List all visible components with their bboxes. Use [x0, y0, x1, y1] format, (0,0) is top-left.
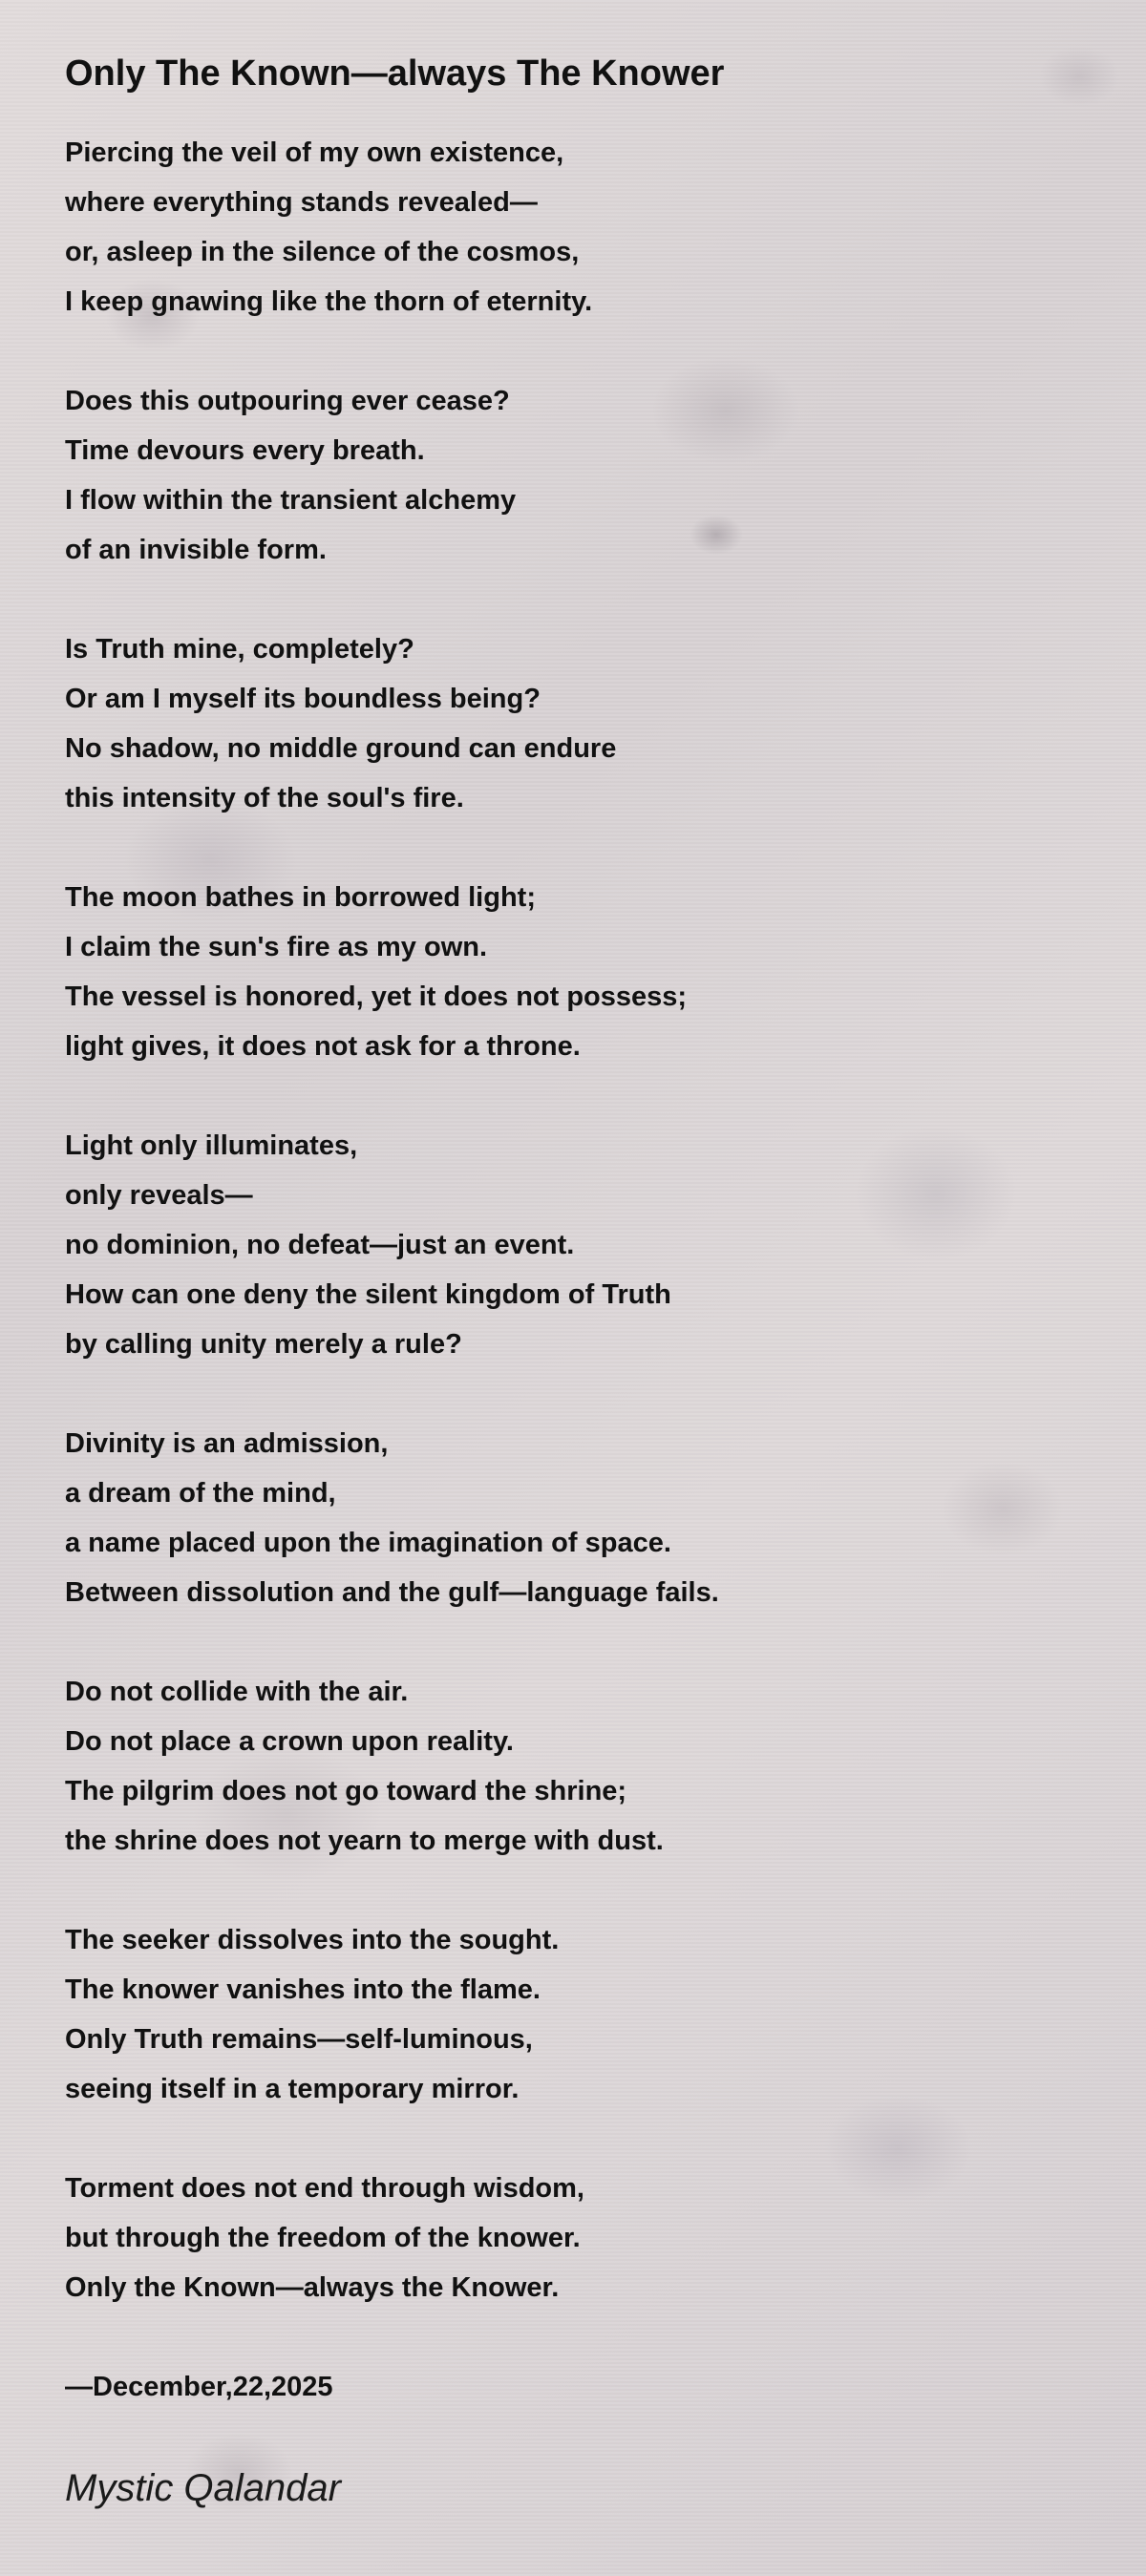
poem-line: only reveals— — [65, 1180, 253, 1211]
poem-line: The moon bathes in borrowed light; — [65, 882, 536, 913]
stanza — [65, 1667, 1096, 1866]
poem-line: or, asleep in the silence of the cosmos, — [65, 237, 580, 267]
poem-line: a dream of the mind, — [65, 1478, 336, 1509]
poem-line: I flow within the transient alchemy — [65, 485, 517, 516]
poem-line: Does this outpouring ever cease? — [65, 386, 510, 416]
poem-line: The seeker dissolves into the sought. — [65, 1925, 560, 1955]
poem-title: Only The Known—always The Knower — [65, 53, 725, 94]
poem-line: a name placed upon the imagination of space. — [65, 1528, 671, 1558]
poem-line: How can one deny the silent kingdom of Truth — [65, 1279, 671, 1310]
stanza — [65, 1915, 1096, 2114]
poem-line: of an invisible form. — [65, 535, 327, 565]
poem-line: by calling unity merely a rule? — [65, 1329, 462, 1360]
poem-line: Is Truth mine, completely? — [65, 634, 414, 665]
poem-stanzas — [65, 128, 1096, 2312]
poem-line: Only Truth remains—self-luminous, — [65, 2024, 533, 2055]
poem-line: but through the freedom of the knower. — [65, 2223, 581, 2253]
poem-line: The pilgrim does not go toward the shrine; — [65, 1776, 627, 1806]
poem-line: Do not place a crown upon reality. — [65, 1726, 514, 1757]
stanza — [65, 624, 1096, 823]
poem-line: this intensity of the soul's fire. — [65, 783, 464, 813]
poem — [65, 50, 1096, 2515]
poem-line: Only the Known—always the Knower. — [65, 2272, 560, 2303]
poem-line: The vessel is honored, yet it does not possess; — [65, 982, 688, 1012]
poem-line: seeing itself in a temporary mirror. — [65, 2074, 520, 2104]
poem-line: no dominion, no defeat—just an event. — [65, 1230, 575, 1260]
stanza — [65, 1419, 1096, 1617]
stanza — [65, 873, 1096, 1071]
poem-line: Divinity is an admission, — [65, 1428, 389, 1459]
stanza — [65, 376, 1096, 575]
stanza — [65, 128, 1096, 327]
poem-line: No shadow, no middle ground can endure — [65, 733, 617, 764]
poem-line: Time devours every breath. — [65, 435, 425, 466]
poem-line: I keep gnawing like the thorn of eternity. — [65, 286, 593, 317]
poem-line: Or am I myself its boundless being? — [65, 684, 541, 714]
poem-line: The knower vanishes into the flame. — [65, 1974, 541, 2005]
poem-line: Do not collide with the air. — [65, 1677, 409, 1707]
poem-line: Light only illuminates, — [65, 1130, 358, 1161]
stanza — [65, 2164, 1096, 2312]
poem-line: Piercing the veil of my own existence, — [65, 137, 564, 168]
poem-line: Torment does not end through wisdom, — [65, 2173, 584, 2204]
poem-author: Mystic Qalandar — [65, 2467, 341, 2509]
poem-line: where everything stands revealed— — [65, 187, 538, 218]
poem-line: Between dissolution and the gulf—language fails. — [65, 1577, 719, 1608]
stanza — [65, 1121, 1096, 1369]
poem-line: light gives, it does not ask for a throne. — [65, 1031, 581, 1062]
poem-date: —December,22,2025 — [65, 2372, 333, 2402]
poem-line: I claim the sun's fire as my own. — [65, 932, 488, 962]
poem-line: the shrine does not yearn to merge with dust. — [65, 1826, 664, 1856]
